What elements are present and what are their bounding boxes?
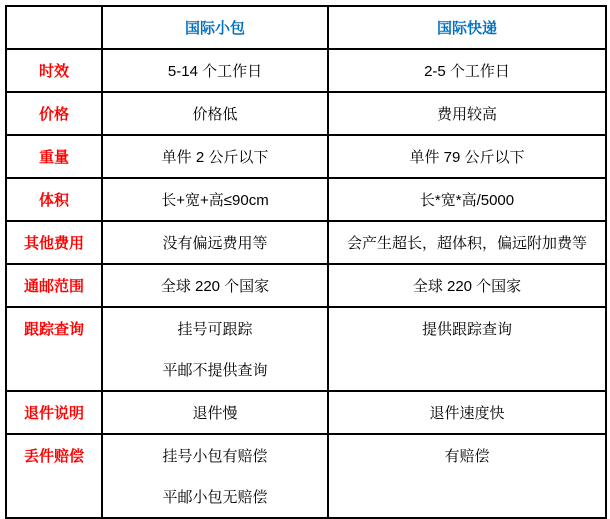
table-row	[6, 92, 606, 135]
small-packet-cell-line: 平邮小包无赔偿	[162, 489, 268, 506]
row-label-cell	[6, 92, 102, 135]
small-packet-cell-line: 挂号可跟踪	[177, 321, 253, 338]
header-small-packet-label: 国际小包	[184, 20, 245, 37]
header-express-cell	[328, 6, 606, 49]
express-cell-line: 有赔偿	[444, 448, 490, 465]
header-small-packet-cell	[102, 6, 328, 49]
small-packet-cell	[102, 221, 328, 264]
express-cell-line: 会产生超长，超体积，偏远附加费等	[346, 235, 587, 252]
row-label-cell	[6, 391, 102, 434]
small-packet-cell	[102, 264, 328, 307]
express-cell	[328, 221, 606, 264]
row-label-cell	[6, 178, 102, 221]
table-row	[6, 307, 606, 391]
row-label: 丢件赔偿	[23, 448, 84, 465]
express-cell-line: 提供跟踪查询	[421, 321, 512, 338]
express-cell	[328, 49, 606, 92]
small-packet-cell-line: 价格低	[192, 106, 238, 123]
small-packet-cell-line: 全球 220 个国家	[160, 278, 270, 295]
row-label-cell	[6, 264, 102, 307]
small-packet-cell-line: 长+宽+高≤90cm	[161, 192, 269, 209]
table-row	[6, 434, 606, 518]
row-label: 退件说明	[23, 405, 84, 422]
row-label: 价格	[38, 106, 69, 123]
small-packet-cell-line: 平邮不提供查询	[162, 362, 268, 379]
row-label: 跟踪查询	[23, 321, 84, 338]
small-packet-cell	[102, 391, 328, 434]
row-label: 体积	[38, 192, 69, 209]
express-cell	[328, 264, 606, 307]
small-packet-cell-line: 退件慢	[192, 405, 238, 422]
table-row	[6, 391, 606, 434]
comparison-table	[5, 5, 607, 519]
table-row	[6, 135, 606, 178]
header-corner-text	[7, 7, 101, 48]
express-cell-line: 2-5 个工作日	[424, 63, 510, 80]
express-cell	[328, 135, 606, 178]
small-packet-cell	[102, 49, 328, 92]
table-row	[6, 178, 606, 221]
small-packet-cell	[102, 178, 328, 221]
row-label: 其他费用	[23, 235, 84, 252]
small-packet-cell	[102, 434, 328, 518]
express-cell	[328, 434, 606, 518]
small-packet-cell-line: 没有偏远费用等	[162, 235, 268, 252]
header-row	[6, 6, 606, 49]
express-cell	[328, 391, 606, 434]
header-express-label: 国际快递	[436, 20, 497, 37]
express-cell	[328, 178, 606, 221]
express-cell	[328, 307, 606, 391]
row-label-cell	[6, 135, 102, 178]
small-packet-cell	[102, 307, 328, 391]
small-packet-cell-line: 5-14 个工作日	[167, 63, 263, 80]
small-packet-cell	[102, 92, 328, 135]
row-label-cell	[6, 307, 102, 391]
row-label: 重量	[38, 149, 69, 166]
small-packet-cell	[102, 135, 328, 178]
express-cell-line: 费用较高	[436, 106, 497, 123]
express-cell-line: 单件 79 公斤以下	[409, 149, 525, 166]
row-label-cell	[6, 434, 102, 518]
table-row	[6, 49, 606, 92]
express-cell-line: 长*宽*高/5000	[419, 192, 515, 209]
row-label: 通邮范围	[23, 278, 84, 295]
table-row	[6, 264, 606, 307]
small-packet-cell-line: 单件 2 公斤以下	[161, 149, 269, 166]
express-cell	[328, 92, 606, 135]
table-row	[6, 221, 606, 264]
row-label-cell	[6, 221, 102, 264]
row-label-cell	[6, 49, 102, 92]
row-label: 时效	[38, 63, 69, 80]
express-cell-line: 退件速度快	[429, 405, 505, 422]
header-corner-cell	[6, 6, 102, 49]
express-cell-line: 全球 220 个国家	[412, 278, 522, 295]
small-packet-cell-line: 挂号小包有赔偿	[162, 448, 268, 465]
